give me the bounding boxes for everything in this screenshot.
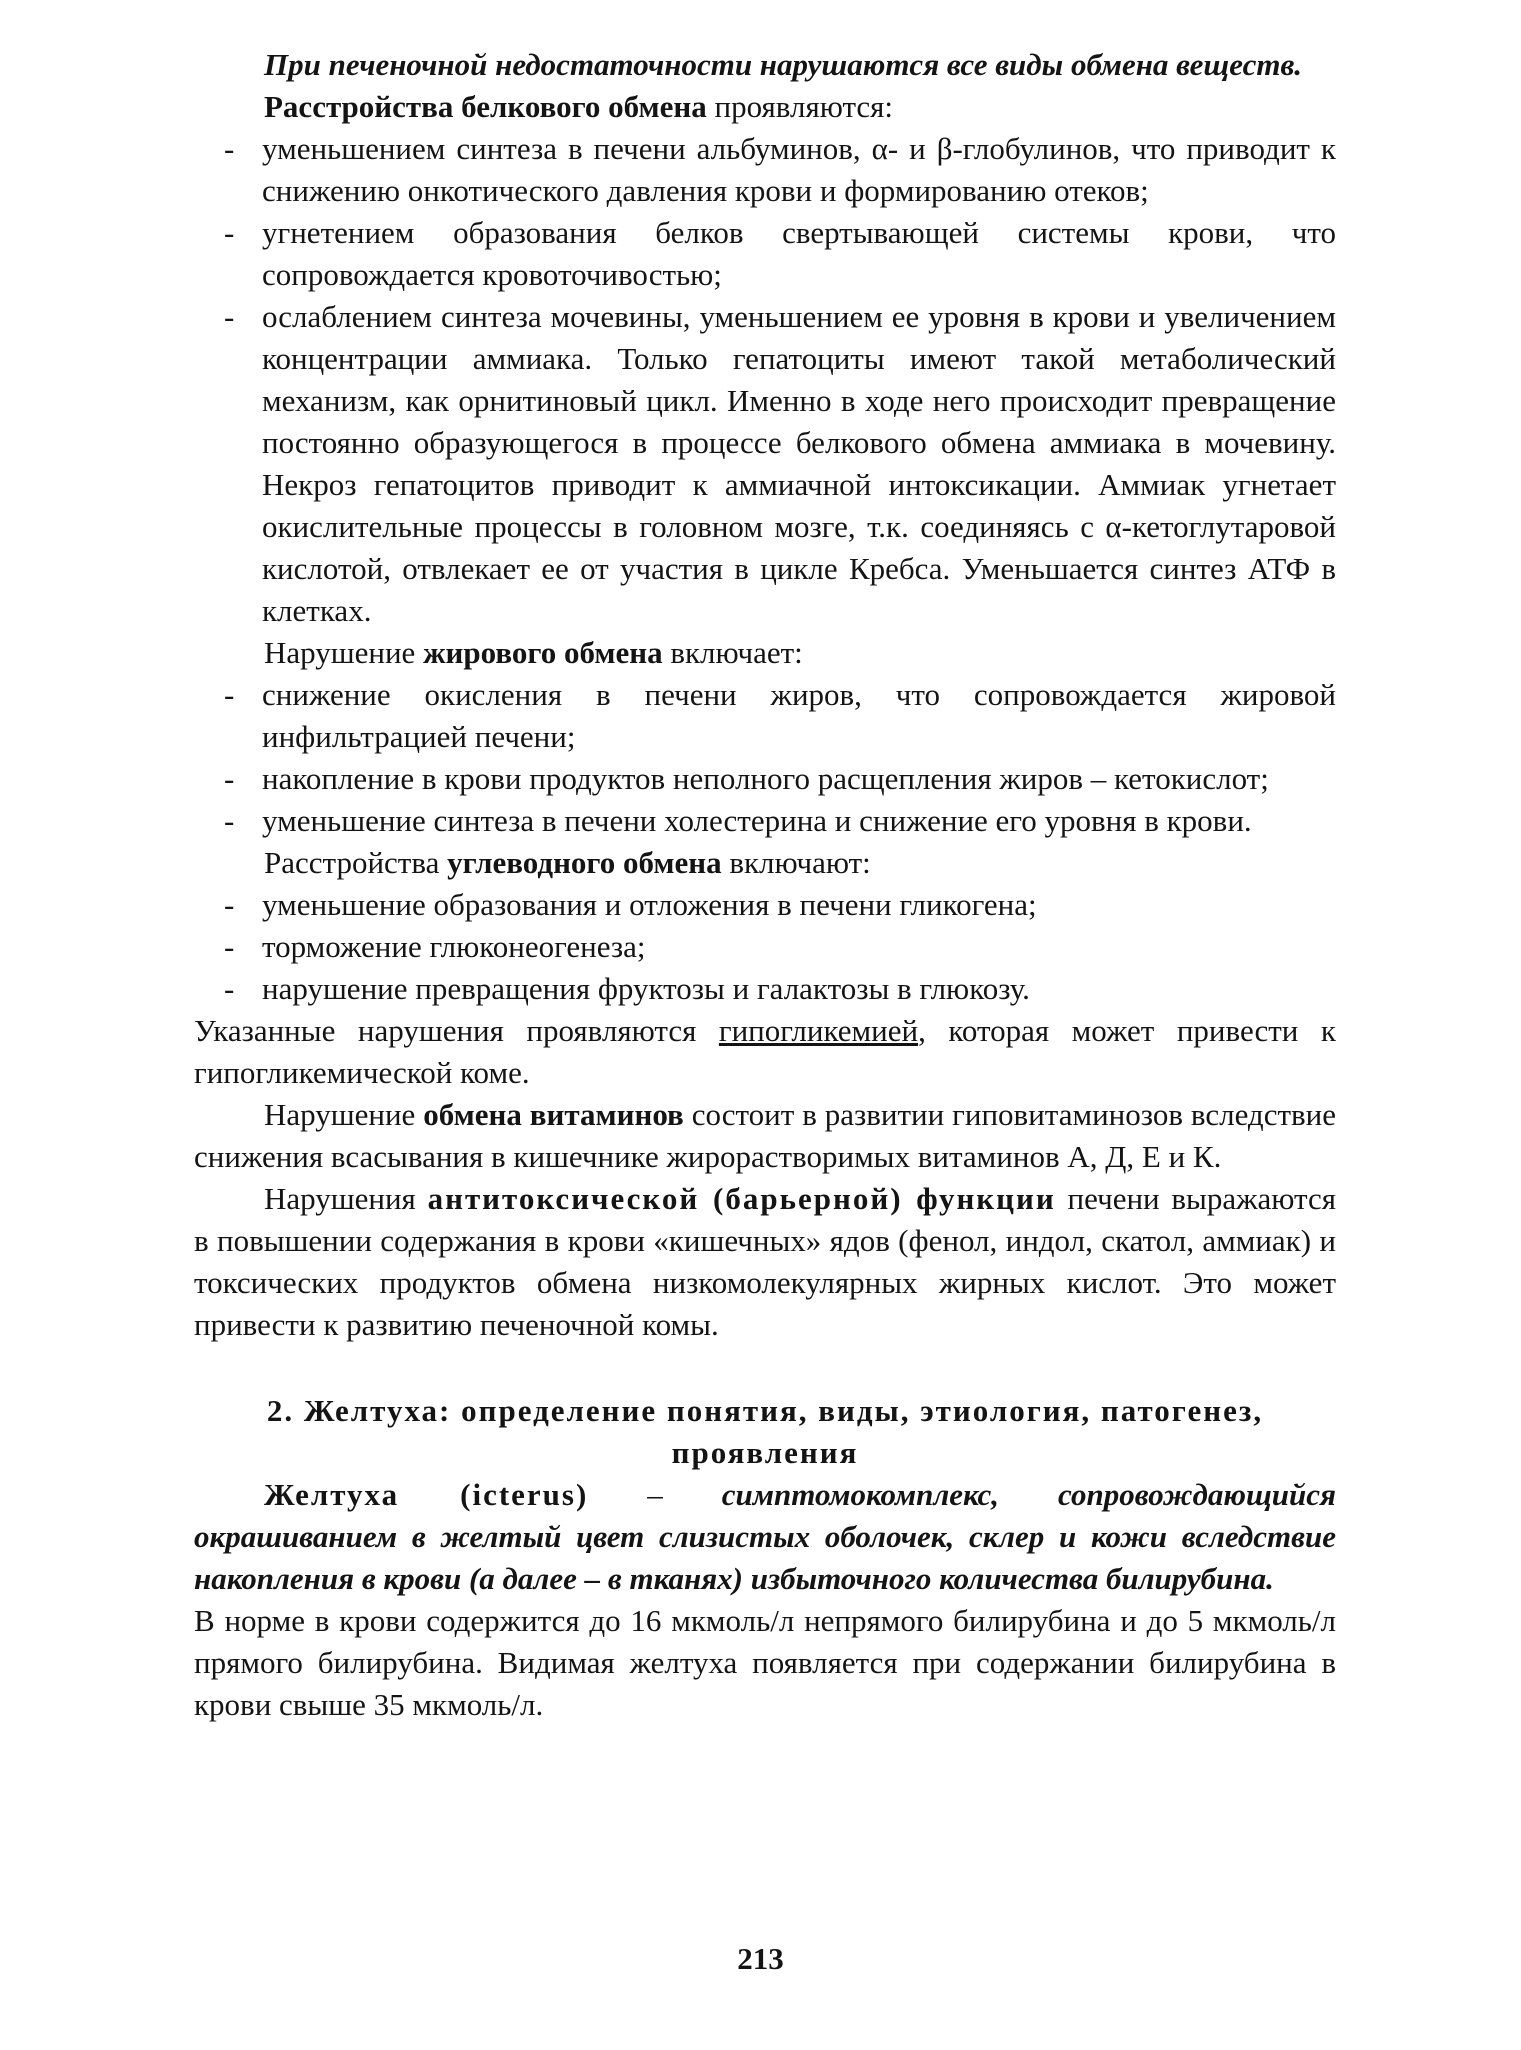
list-item: - угнетением образования белков свертывающей системы крови, что сопровождается кровоточивостью; — [262, 212, 1336, 296]
fat-heading-rest: включает: — [662, 635, 803, 670]
fat-heading-bold: жирового обмена — [423, 635, 663, 670]
vitamins-paragraph — [194, 1094, 1336, 1178]
section-heading: 2. Желтуха: определение понятия, виды, этиология, патогенез, проявления — [266, 1393, 1264, 1470]
carb-heading-pre: Расстройства — [264, 845, 448, 880]
barrier-rest: печени выражаются в повышении содержания в крови «кишечных» ядов (фенол, индол, скатол, аммиак) и токсических продуктов обмена низкомолекулярных жирных кислот. Это может привести к развитию печеночной комы. — [194, 1181, 1336, 1342]
jaundice-dash: – — [588, 1477, 722, 1512]
protein-heading-rest: проявляются: — [706, 89, 894, 124]
vitamins-pre: Нарушение — [264, 1097, 424, 1132]
hypo-pre: Указанные нарушения проявляются — [194, 1013, 719, 1048]
barrier-pre: Нарушения — [264, 1181, 428, 1216]
bilirubin-norm-paragraph: В норме в крови содержится до 16 мкмоль/л непрямого билирубина и до 5 мкмоль/л прямого билирубина. Видимая желтуха появляется при содержании билирубина в крови свыше 35 мкмоль/л. — [194, 1603, 1336, 1722]
vitamins-bold: обмена витаминов — [423, 1097, 684, 1132]
jaundice-definition-text: симптомокомплекс, сопровождающийся окрашиванием в желтый цвет слизистых оболочек, склер и кожи вследствие накопления в крови (а далее – в тканях) избыточного количества билирубина. — [194, 1477, 1336, 1596]
list-item: - нарушение превращения фруктозы и галактозы в глюкозу. — [262, 968, 1336, 1010]
carb-list — [194, 884, 1336, 1010]
list-item: - торможение глюконеогенеза; — [262, 926, 1336, 968]
intro-paragraph: При печеночной недостаточности нарушаются все виды обмена веществ. — [264, 47, 1303, 82]
vitamins-rest: состоит в развитии гиповитаминозов вследствие снижения всасывания в кишечнике жирорастворимых витаминов А, Д, Е и К. — [194, 1097, 1336, 1174]
jaundice-term: Желтуха (icterus) — [264, 1477, 589, 1512]
page-text — [194, 44, 1336, 1726]
hypo-post: , которая может привести к гипогликемической коме. — [194, 1013, 1336, 1090]
hypoglycemia-paragraph — [194, 1010, 1336, 1094]
list-item: - уменьшение синтеза в печени холестерина и снижение его уровня в крови. — [262, 800, 1336, 842]
jaundice-definition — [194, 1474, 1336, 1600]
protein-heading-bold: Расстройства белкового обмена — [264, 89, 707, 124]
protein-heading — [194, 86, 1336, 128]
barrier-paragraph — [194, 1178, 1336, 1346]
fat-list — [194, 674, 1336, 842]
list-item: - накопление в крови продуктов неполного расщепления жиров – кетокислот; — [262, 758, 1336, 800]
fat-heading-pre: Нарушение — [264, 635, 424, 670]
fat-heading — [194, 632, 1336, 674]
protein-list — [194, 128, 1336, 632]
carb-heading-rest: включают: — [721, 845, 871, 880]
list-item: - снижение окисления в печени жиров, что сопровождается жировой инфильтрацией печени; — [262, 674, 1336, 758]
carb-heading-bold: углеводного обмена — [447, 845, 722, 880]
barrier-bold: антитоксической (барьерной) функции — [427, 1181, 1056, 1216]
hypoglycemia-term: гипогликемией — [718, 1013, 919, 1048]
list-item: - уменьшением синтеза в печени альбуминов, α- и β-глобулинов, что приводит к снижению онкотического давления крови и формированию отеков; — [262, 128, 1336, 212]
page-number: 213 — [737, 1941, 784, 1976]
carb-heading — [194, 842, 1336, 884]
list-item: - ослаблением синтеза мочевины, уменьшением ее уровня в крови и увеличением концентрации аммиака. Только гепатоциты имеют такой метаболический механизм, как орнитиновый цикл. Именно в ходе него происходит превращение постоянно образующегося в процессе белкового обмена аммиака в мочевину. Некроз гепатоцитов приводит к аммиачной интоксикации. Аммиак угнетает окислительные процессы в головном мозге, т.к. соединяясь с α-кетоглутаровой кислотой, отвлекает ее от участия в цикле Кребса. Уменьшается синтез АТФ в клетках. — [262, 296, 1336, 632]
list-item: - уменьшение образования и отложения в печени гликогена; — [262, 884, 1336, 926]
